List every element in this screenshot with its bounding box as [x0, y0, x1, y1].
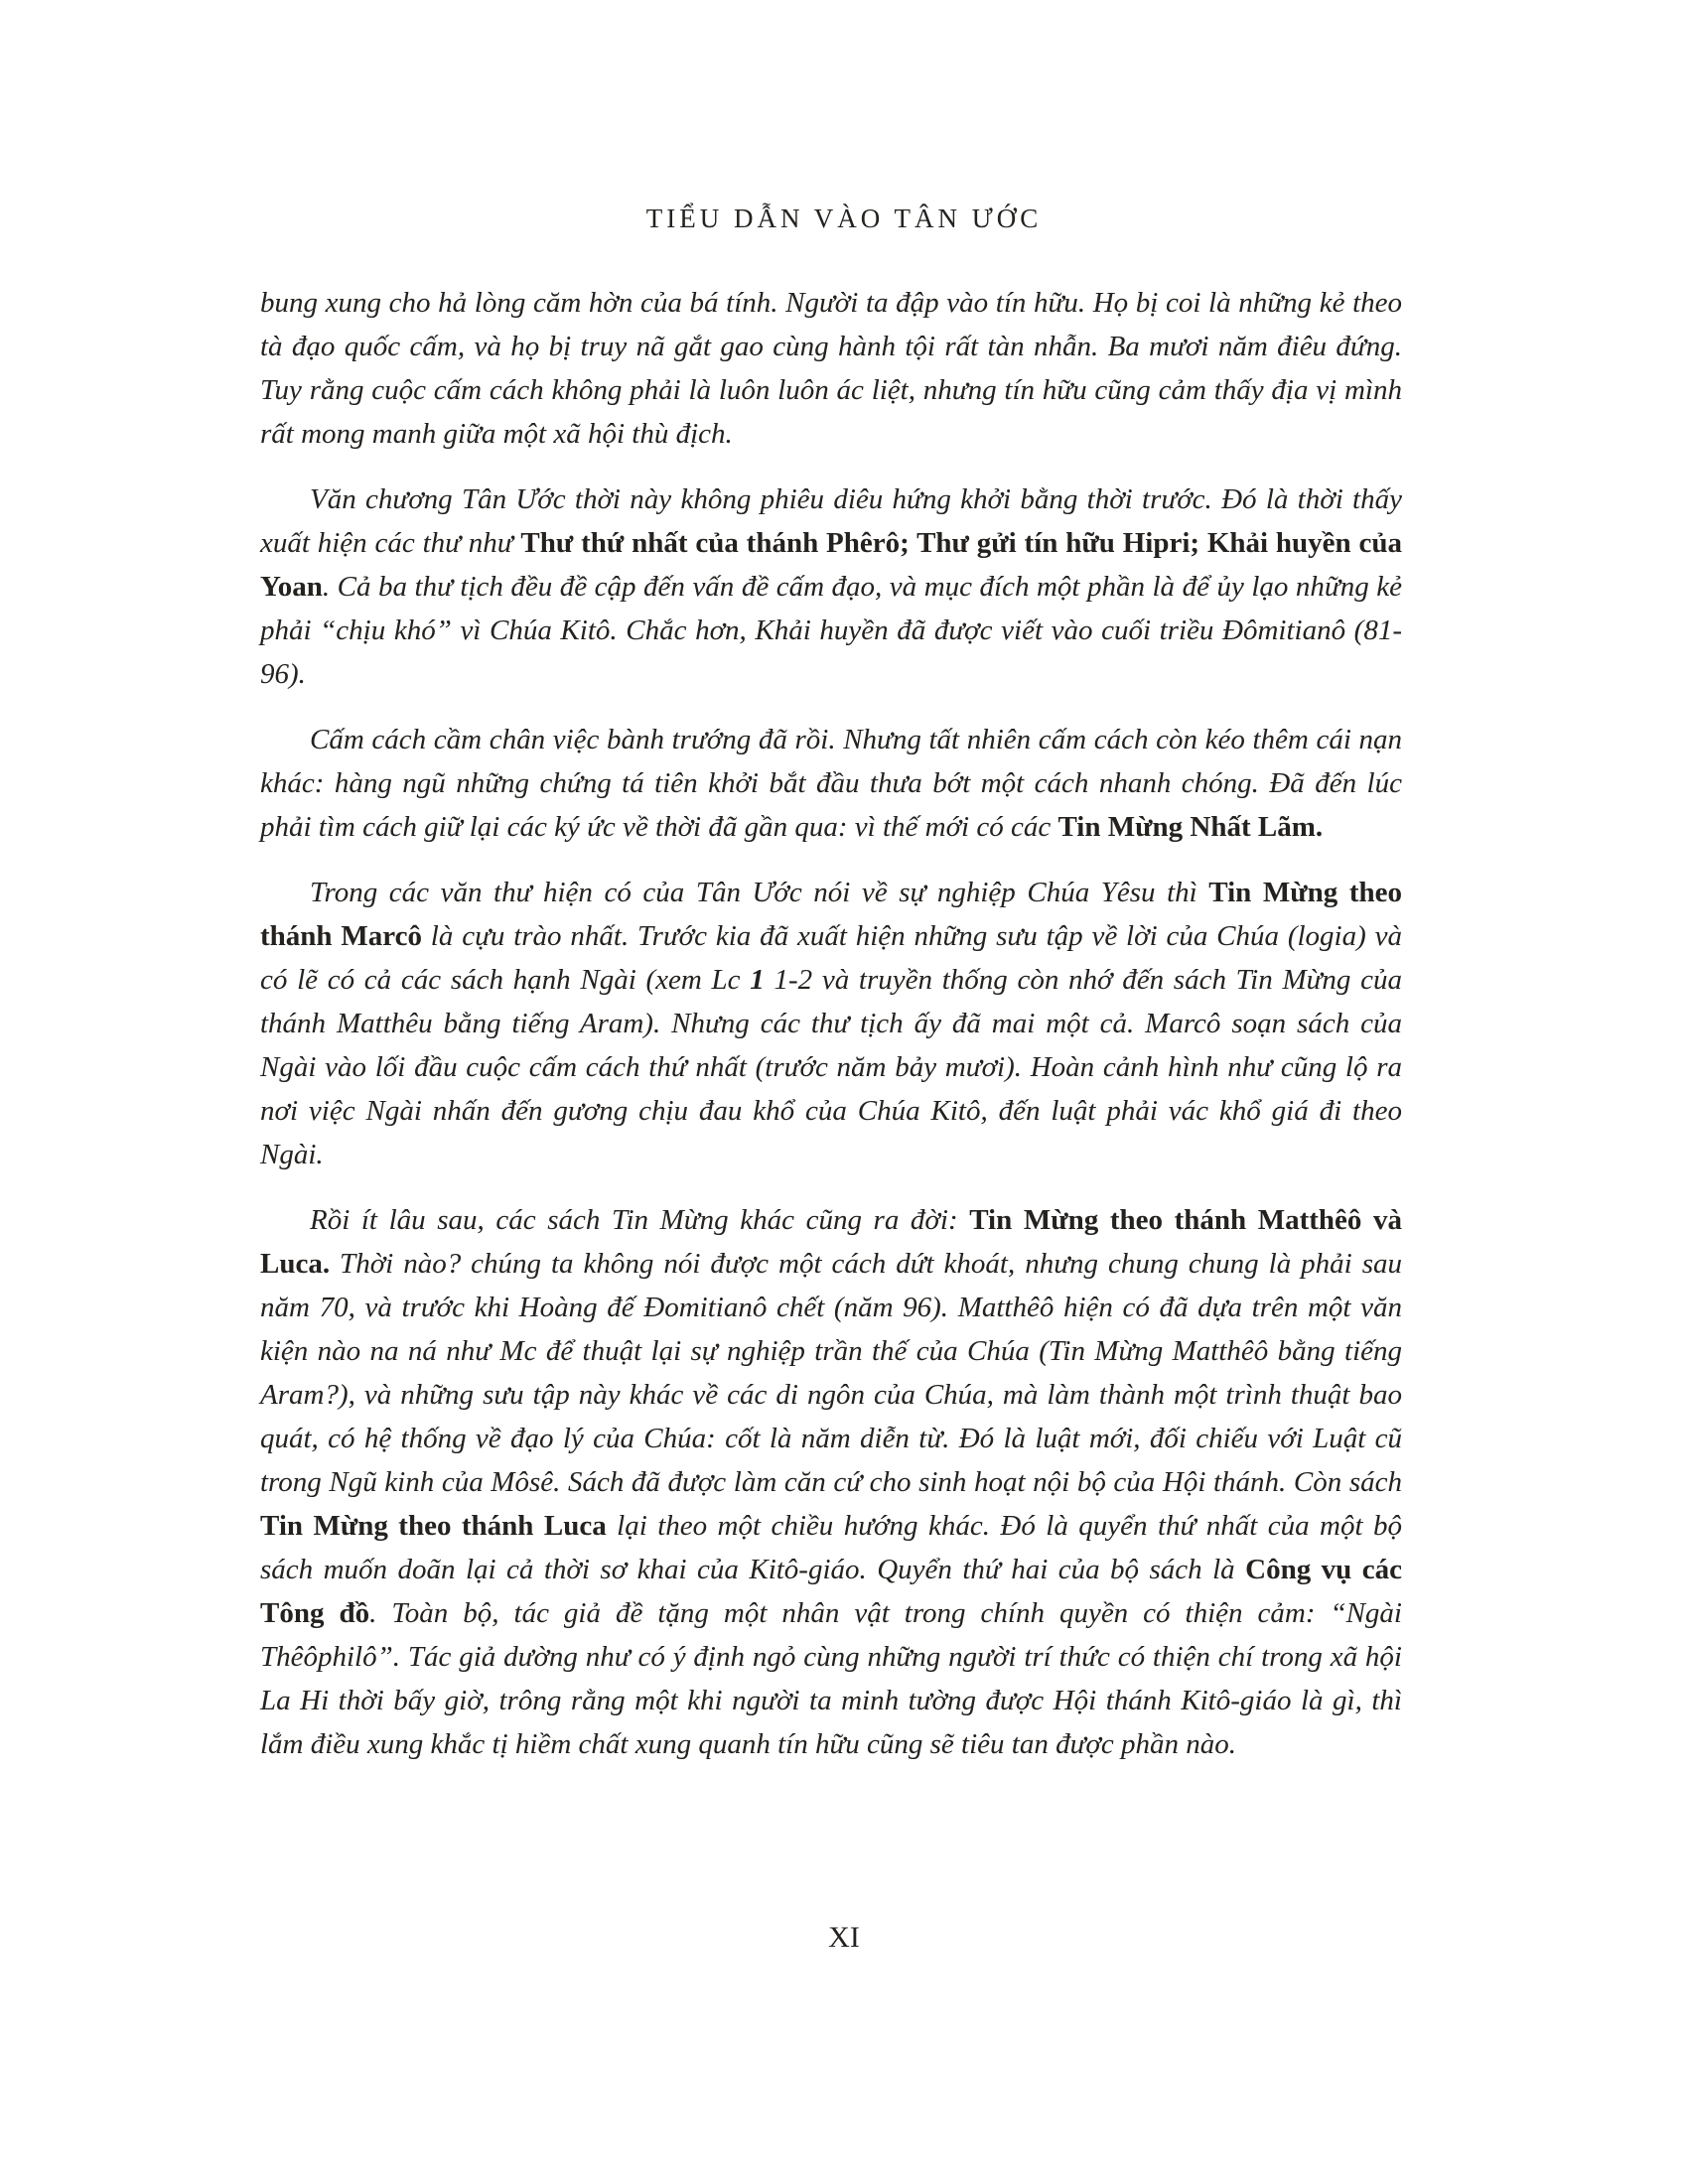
paragraph: [260, 718, 1402, 849]
paragraph: [260, 1198, 1402, 1766]
paragraph: [260, 281, 1402, 456]
running-header: TIỂU DẪN VÀO TÂN ƯỚC: [645, 204, 1043, 233]
text-segment: Tin Mừng theo thánh Marcô: [260, 877, 1402, 952]
text-segment: Tin Mừng theo thánh Matthêô và Luca.: [260, 1204, 1403, 1280]
text-segment: bung xung cho hả lòng căm hờn của bá tính. Người ta đập vào tín hữu. Họ bị coi là những kẻ theo tà đạo quốc cấm, và họ bị truy nã gắt gao cùng hành tội rất tàn nhẫn. Ba mươi năm điêu đứng. Tuy rằng cuộc cấm cách không phải là luôn luôn ác liệt, nhưng tín hữu cũng cảm thấy địa vị mình rất mong manh giữa một xã hội thù địch.: [260, 287, 1402, 450]
text-segment: 1: [750, 964, 765, 996]
text-segment: 1-2 và truyền thống còn nhớ đến sách Tin Mừng của thánh Matthêu bằng tiếng Aram). Nhưng các thư tịch ấy đã mai một cả. Marcô soạn sách của Ngài vào lối đầu cuộc cấm cách thứ nhất (trước năm bảy mươi). Hoàn cảnh hình như cũng lộ ra nơi việc Ngài nhấn đến gương chịu đau khổ của Chúa Kitô, đến luật phải vác khổ giá đi theo Ngài.: [260, 964, 1402, 1170]
text-segment: Văn chương Tân Ước thời này không phiêu diêu hứng khởi bằng thời trước. Đó là thời thấy xuất hiện các thư như: [260, 483, 1402, 559]
page-number: XI: [828, 1921, 860, 1954]
text-segment: Thời nào? chúng ta không nói được một cách dứt khoát, nhưng chung chung là phải sau năm 70, và trước khi Hoàng đế Đomitianô chết (năm 96). Matthêô hiện có đã dựa trên một văn kiện nào na ná như Mc để thuật lại sự nghiệp trần thế của Chúa (Tin Mừng Matthêô bằng tiếng Aram?), và những sưu tập này khác về các di ngôn của Chúa, mà làm thành một trình thuật bao quát, có hệ thống về đạo lý của Chúa: cốt là năm diễn từ. Đó là luật mới, đối chiếu với Luật cũ trong Ngũ kinh của Môsê. Sách đã được làm căn cứ cho sinh hoạt nội bộ của Hội thánh. Còn sách: [260, 1248, 1402, 1498]
text-segment: . Toàn bộ, tác giả đề tặng một nhân vật trong chính quyền có thiện cảm: “Ngài Thêôphilô”. Tác giả dường như có ý định ngỏ cùng những người trí thức có thiện chí trong xã hội La Hi thời bấy giờ, trông rằng một khi người ta minh tường được Hội thánh Kitô-giáo là gì, thì lắm điều xung khắc tị hiềm chất xung quanh tín hữu cũng sẽ tiêu tan được phần nào.: [260, 1597, 1402, 1760]
text-segment: Thư thứ nhất của thánh Phêrô; Thư gửi tín hữu Hipri; Khải huyền của Yoan: [260, 527, 1402, 603]
text-segment: Trong các văn thư hiện có của Tân Ước nói về sự nghiệp Chúa Yêsu thì: [310, 877, 1209, 908]
text-segment: . Cả ba thư tịch đều đề cập đến vấn đề cấm đạo, và mục đích một phần là để ủy lạo những kẻ phải “chịu khó” vì Chúa Kitô. Chắc hơn, Khải huyền đã được viết vào cuối triều Đômitianô (81-96).: [260, 571, 1402, 690]
text-segment: Cấm cách cầm chân việc bành trướng đã rồi. Nhưng tất nhiên cấm cách còn kéo thêm cái nạn khác: hàng ngũ những chứng tá tiên khởi bắt đầu thưa bớt một cách nhanh chóng. Đã đến lúc phải tìm cách giữ lại các ký ức về thời đã gần qua: vì thế mới có các: [260, 724, 1402, 843]
paragraph: [260, 478, 1402, 696]
text-segment: Tin Mừng theo thánh Luca: [260, 1510, 607, 1542]
text-segment: Tin Mừng Nhất Lãm.: [1057, 811, 1324, 843]
text-segment: Rồi ít lâu sau, các sách Tin Mừng khác cũng ra đời:: [310, 1204, 970, 1236]
page-body-text: [260, 281, 1402, 1788]
paragraph: [260, 871, 1402, 1176]
text-segment: lại theo một chiều hướng khác. Đó là quyển thứ nhất của một bộ sách muốn doãn lại cả thời sơ khai của Kitô-giáo. Quyển thứ hai của bộ sách là: [260, 1510, 1402, 1585]
text-segment: là cựu trào nhất. Trước kia đã xuất hiện những sưu tập về lời của Chúa (logia) và có lẽ có cả các sách hạnh Ngài (xem Lc: [260, 920, 1402, 996]
text-segment: Công vụ các Tông đồ: [260, 1554, 1402, 1629]
